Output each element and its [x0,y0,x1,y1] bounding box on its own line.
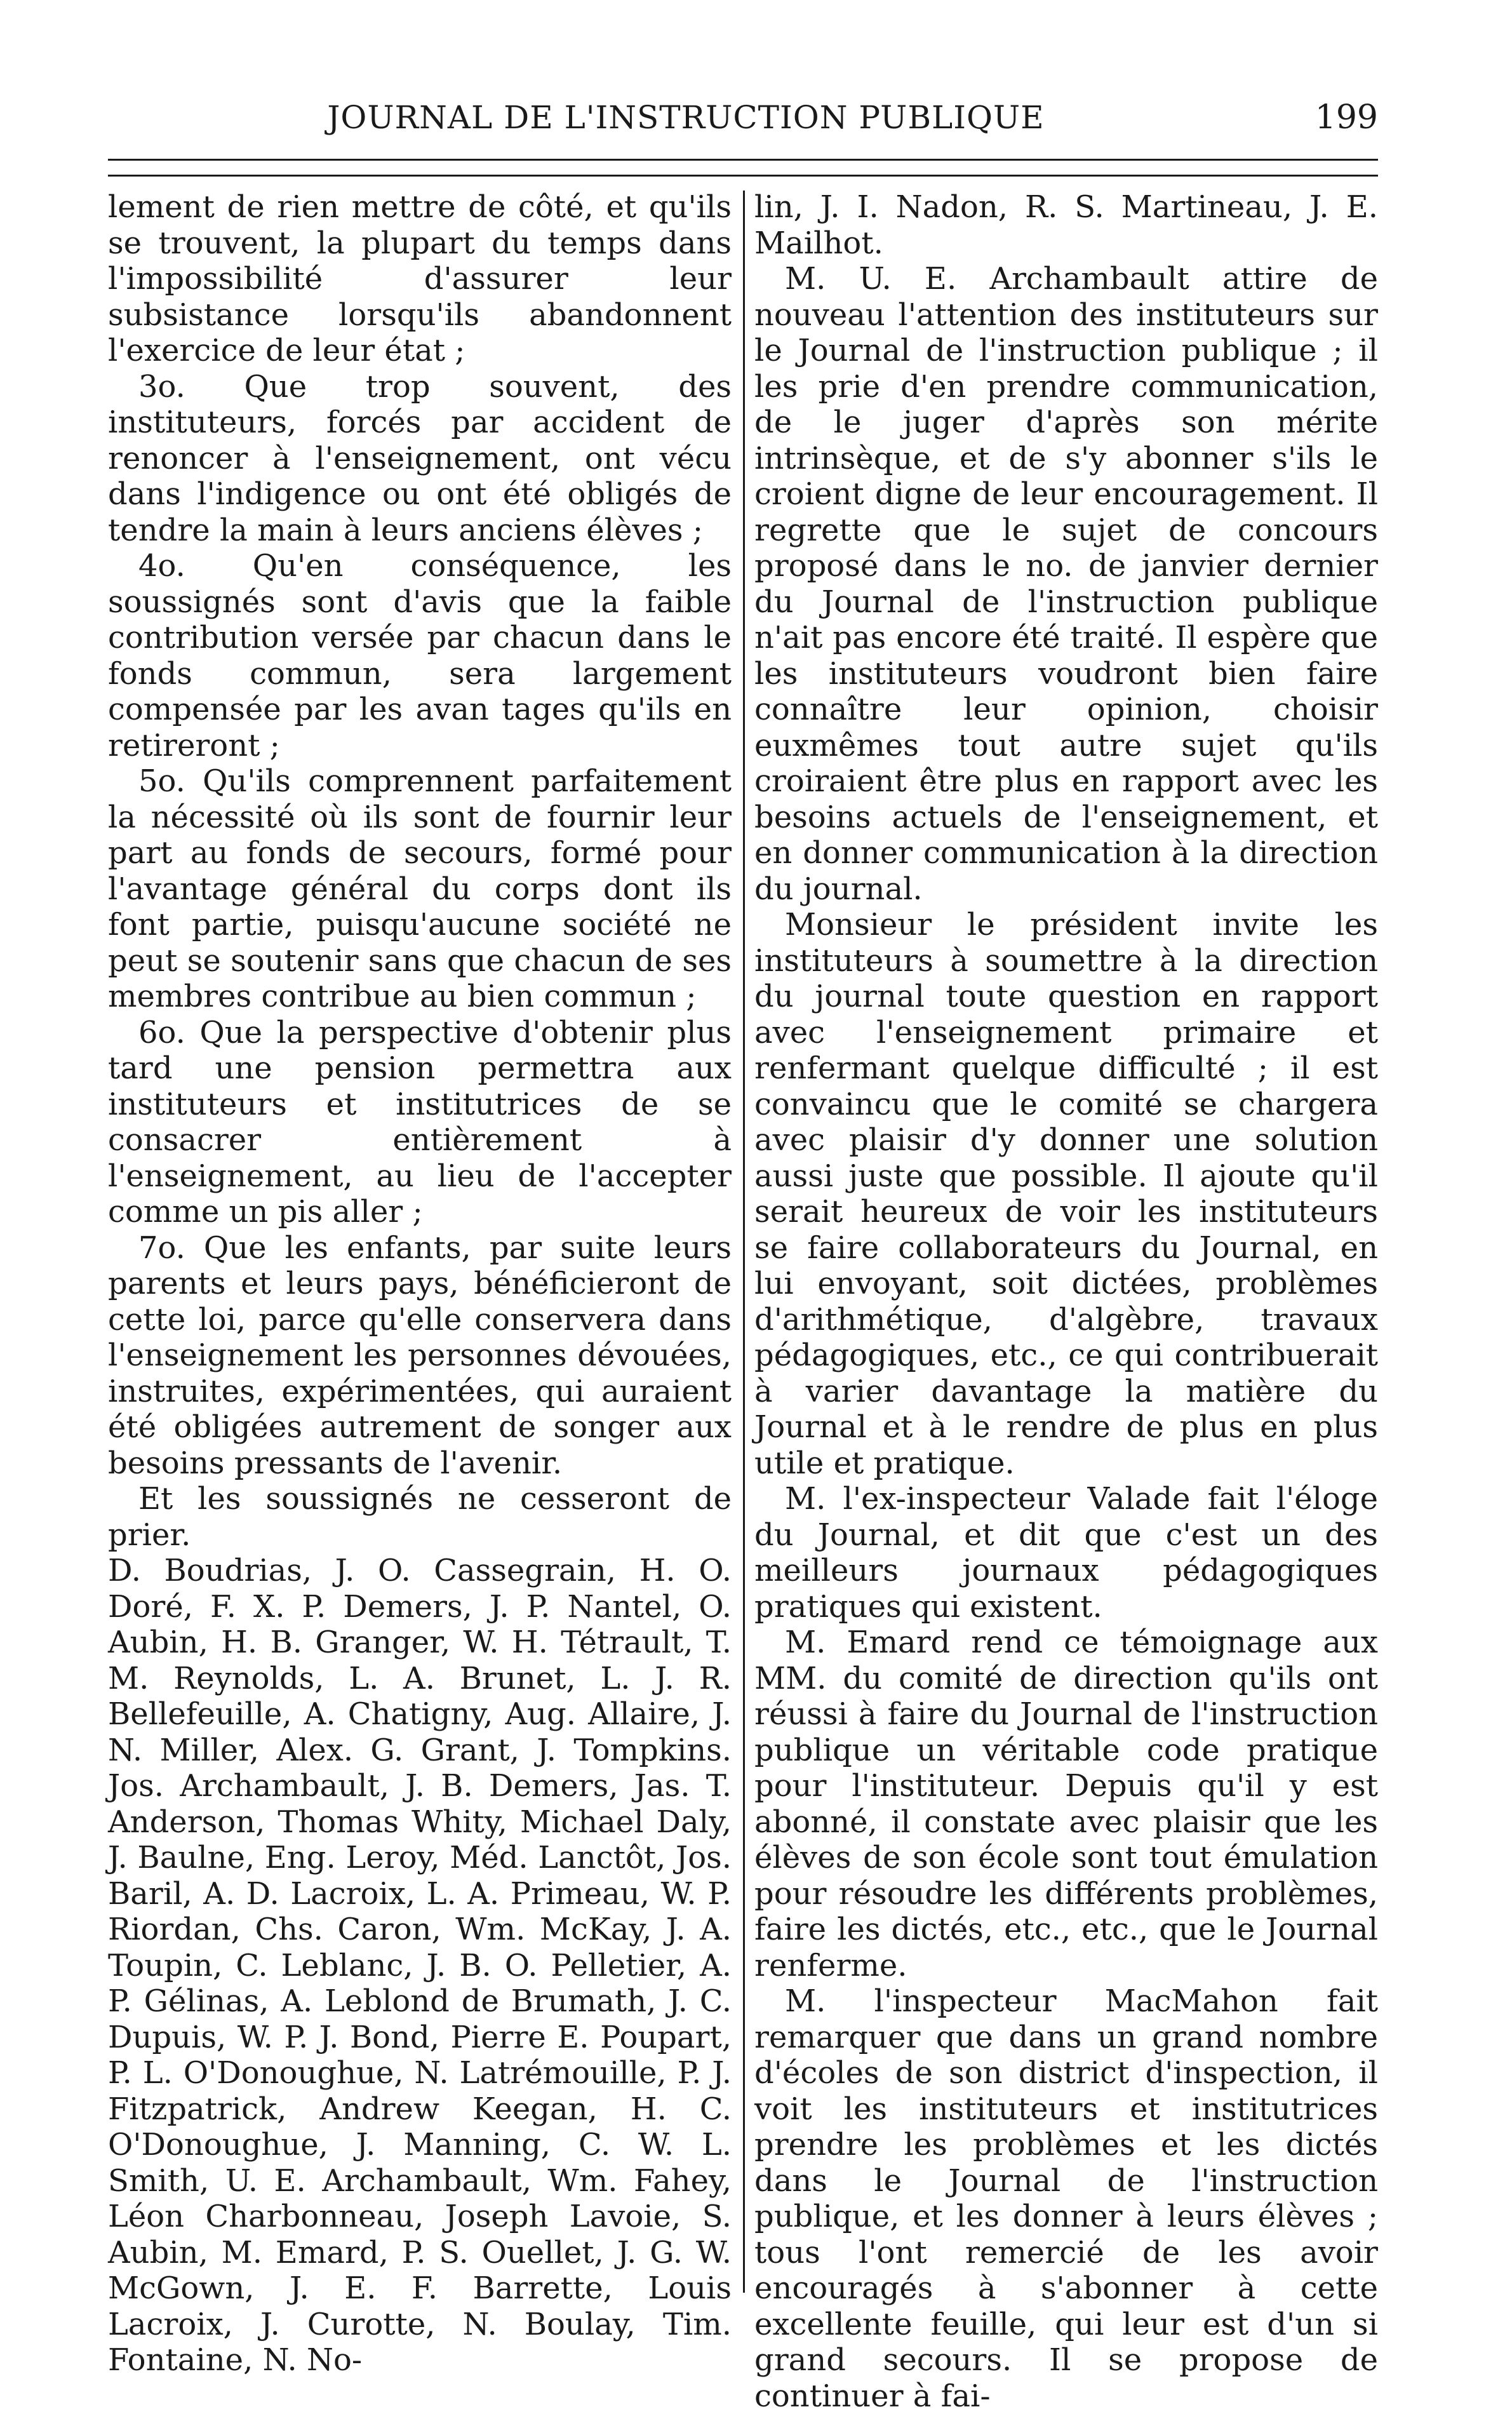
right-paragraph-6: M. l'inspecteur MacMahon fait remarquer que dans un grand nombre d'écoles de son district d'inspection, il voit les instituteurs et institutrices prendre les problèmes et les dictés dans le Journal de l'instruction publique, et les donner à leurs élèves ; tous l'ont remercié de les avoir encouragés à s'abonner à cette excellente feuille, qui leur est d'un si grand secours. Il se propose de continuer à fai- [754,1983,1378,2414]
left-paragraph-7: Et les soussignés ne cesseront de prier. [108,1481,732,1553]
page-number: 199 [1315,98,1378,137]
column-divider [743,191,745,2293]
header-double-rule [108,159,1378,177]
left-paragraph-2: 3o. Que trop souvent, des instituteurs, forcés par accident de renoncer à l'enseignement, ont vécu dans l'indigence ou ont été obligés de tendre la main à leurs anciens élèves ; [108,368,732,548]
left-paragraph-5: 6o. Que la perspective d'obtenir plus tard une pension permettra aux instituteurs et institutrices de se consacrer entièrement à l'enseignement, au lieu de l'accepter comme un pis aller ; [108,1014,732,1230]
left-paragraph-1: lement de rien mettre de côté, et qu'ils se trouvent, la plupart du temps dans l'impossibilité d'assurer leur subsistance lorsqu'ils abandonnent l'exercice de leur état ; [108,189,732,368]
right-paragraph-2: M. U. E. Archambault attire de nouveau l'attention des instituteurs sur le Journal de l'instruction publique ; il les prie d'en prendre communication, de le juger d'après son mérite intrinsèque, et de s'y abonner s'ils le croient digne de leur encouragement. Il regrette que le sujet de concours proposé dans le no. de janvier dernier du Journal de l'instruction publique n'ait pas encore été traité. Il espère que les instituteurs voudront bien faire connaître leur opinion, choisir euxmêmes tout autre sujet qu'ils croiraient être plus en rapport avec les besoins actuels de l'enseignement, et en donner communication à la direction du journal. [754,261,1378,907]
running-head [108,95,1378,140]
right-paragraph-3: Monsieur le président invite les instituteurs à soumettre à la direction du journal toute question en rapport avec l'enseignement primaire et renfermant quelque difficulté ; il est convaincu que le comité se chargera avec plaisir d'y donner une solution aussi juste que possible. Il ajoute qu'il serait heureux de voir les instituteurs se faire collaborateurs du Journal, en lui envoyant, soit dictées, problèmes d'arithmétique, d'algèbre, travaux pédagogiques, etc., ce qui contribuerait à varier davantage la matière du Journal et à le rendre de plus en plus utile et pratique. [754,907,1378,1481]
left-paragraph-4: 5o. Qu'ils comprennent parfaitement la nécessité où ils sont de fournir leur part au fonds de secours, formé pour l'avantage général du corps dont ils font partie, puisqu'aucune société ne peut se soutenir sans que chacun de ses membres contribue au bien commun ; [108,763,732,1014]
left-paragraph-6: 7o. Que les enfants, par suite leurs parents et leurs pays, bénéficieront de cette loi, parce qu'elle conservera dans l'enseignement les personnes dévouées, instruites, expérimentées, qui auraient été obligées autrement de songer aux besoins pressants de l'avenir. [108,1230,732,1481]
left-paragraph-3: 4o. Qu'en conséquence, les soussignés sont d'avis que la faible contribution versée par chacun dans le fonds commun, sera largement compensée par les avan tages qu'ils en retireront ; [108,548,732,763]
right-paragraph-1: lin, J. I. Nadon, R. S. Martineau, J. E. Mailhot. [754,189,1378,261]
left-column [108,189,732,2378]
signatories-list: D. Boudrias, J. O. Cassegrain, H. O. Doré, F. X. P. Demers, J. P. Nantel, O. Aubin, H. B. Granger, W. H. Tétrault, T. M. Reynolds, L. A. Brunet, L. J. R. Bellefeuille, A. Chatigny, Aug. Allaire, J. N. Miller, Alex. G. Grant, J. Tompkins. Jos. Archambault, J. B. Demers, Jas. T. Anderson, Thomas Whity, Michael Daly, J. Baulne, Eng. Leroy, Méd. Lanctôt, Jos. Baril, A. D. Lacroix, L. A. Primeau, W. P. Riordan, Chs. Caron, Wm. McKay, J. A. Toupin, C. Leblanc, J. B. O. Pelletier, A. P. Gélinas, A. Leblond de Brumath, J. C. Dupuis, W. P. J. Bond, Pierre E. Poupart, P. L. O'Donoughue, N. Latrémouille, P. J. Fitzpatrick, Andrew Keegan, H. C. O'Donoughue, J. Manning, C. W. L. Smith, U. E. Archambault, Wm. Fahey, Léon Charbonneau, Joseph Lavoie, S. Aubin, M. Emard, P. S. Ouellet, J. G. W. McGown, J. E. F. Barrette, Louis Lacroix, J. Curotte, N. Boulay, Tim. Fontaine, N. No- [108,1553,732,2378]
right-paragraph-5: M. Emard rend ce témoignage aux MM. du comité de direction qu'ils ont réussi à faire du Journal de l'instruction publique un véritable code pratique pour l'instituteur. Depuis qu'il y est abonné, il constate avec plaisir que les élèves de son école sont tout émulation pour résoudre les différents problèmes, faire les dictés, etc., etc., que le Journal renferme. [754,1625,1378,1983]
right-paragraph-4: M. l'ex-inspecteur Valade fait l'éloge du Journal, et dit que c'est un des meilleurs journaux pédagogiques pratiques qui existent. [754,1481,1378,1625]
right-column [754,189,1378,2414]
running-title: JOURNAL DE L'INSTRUCTION PUBLIQUE [327,99,1045,136]
